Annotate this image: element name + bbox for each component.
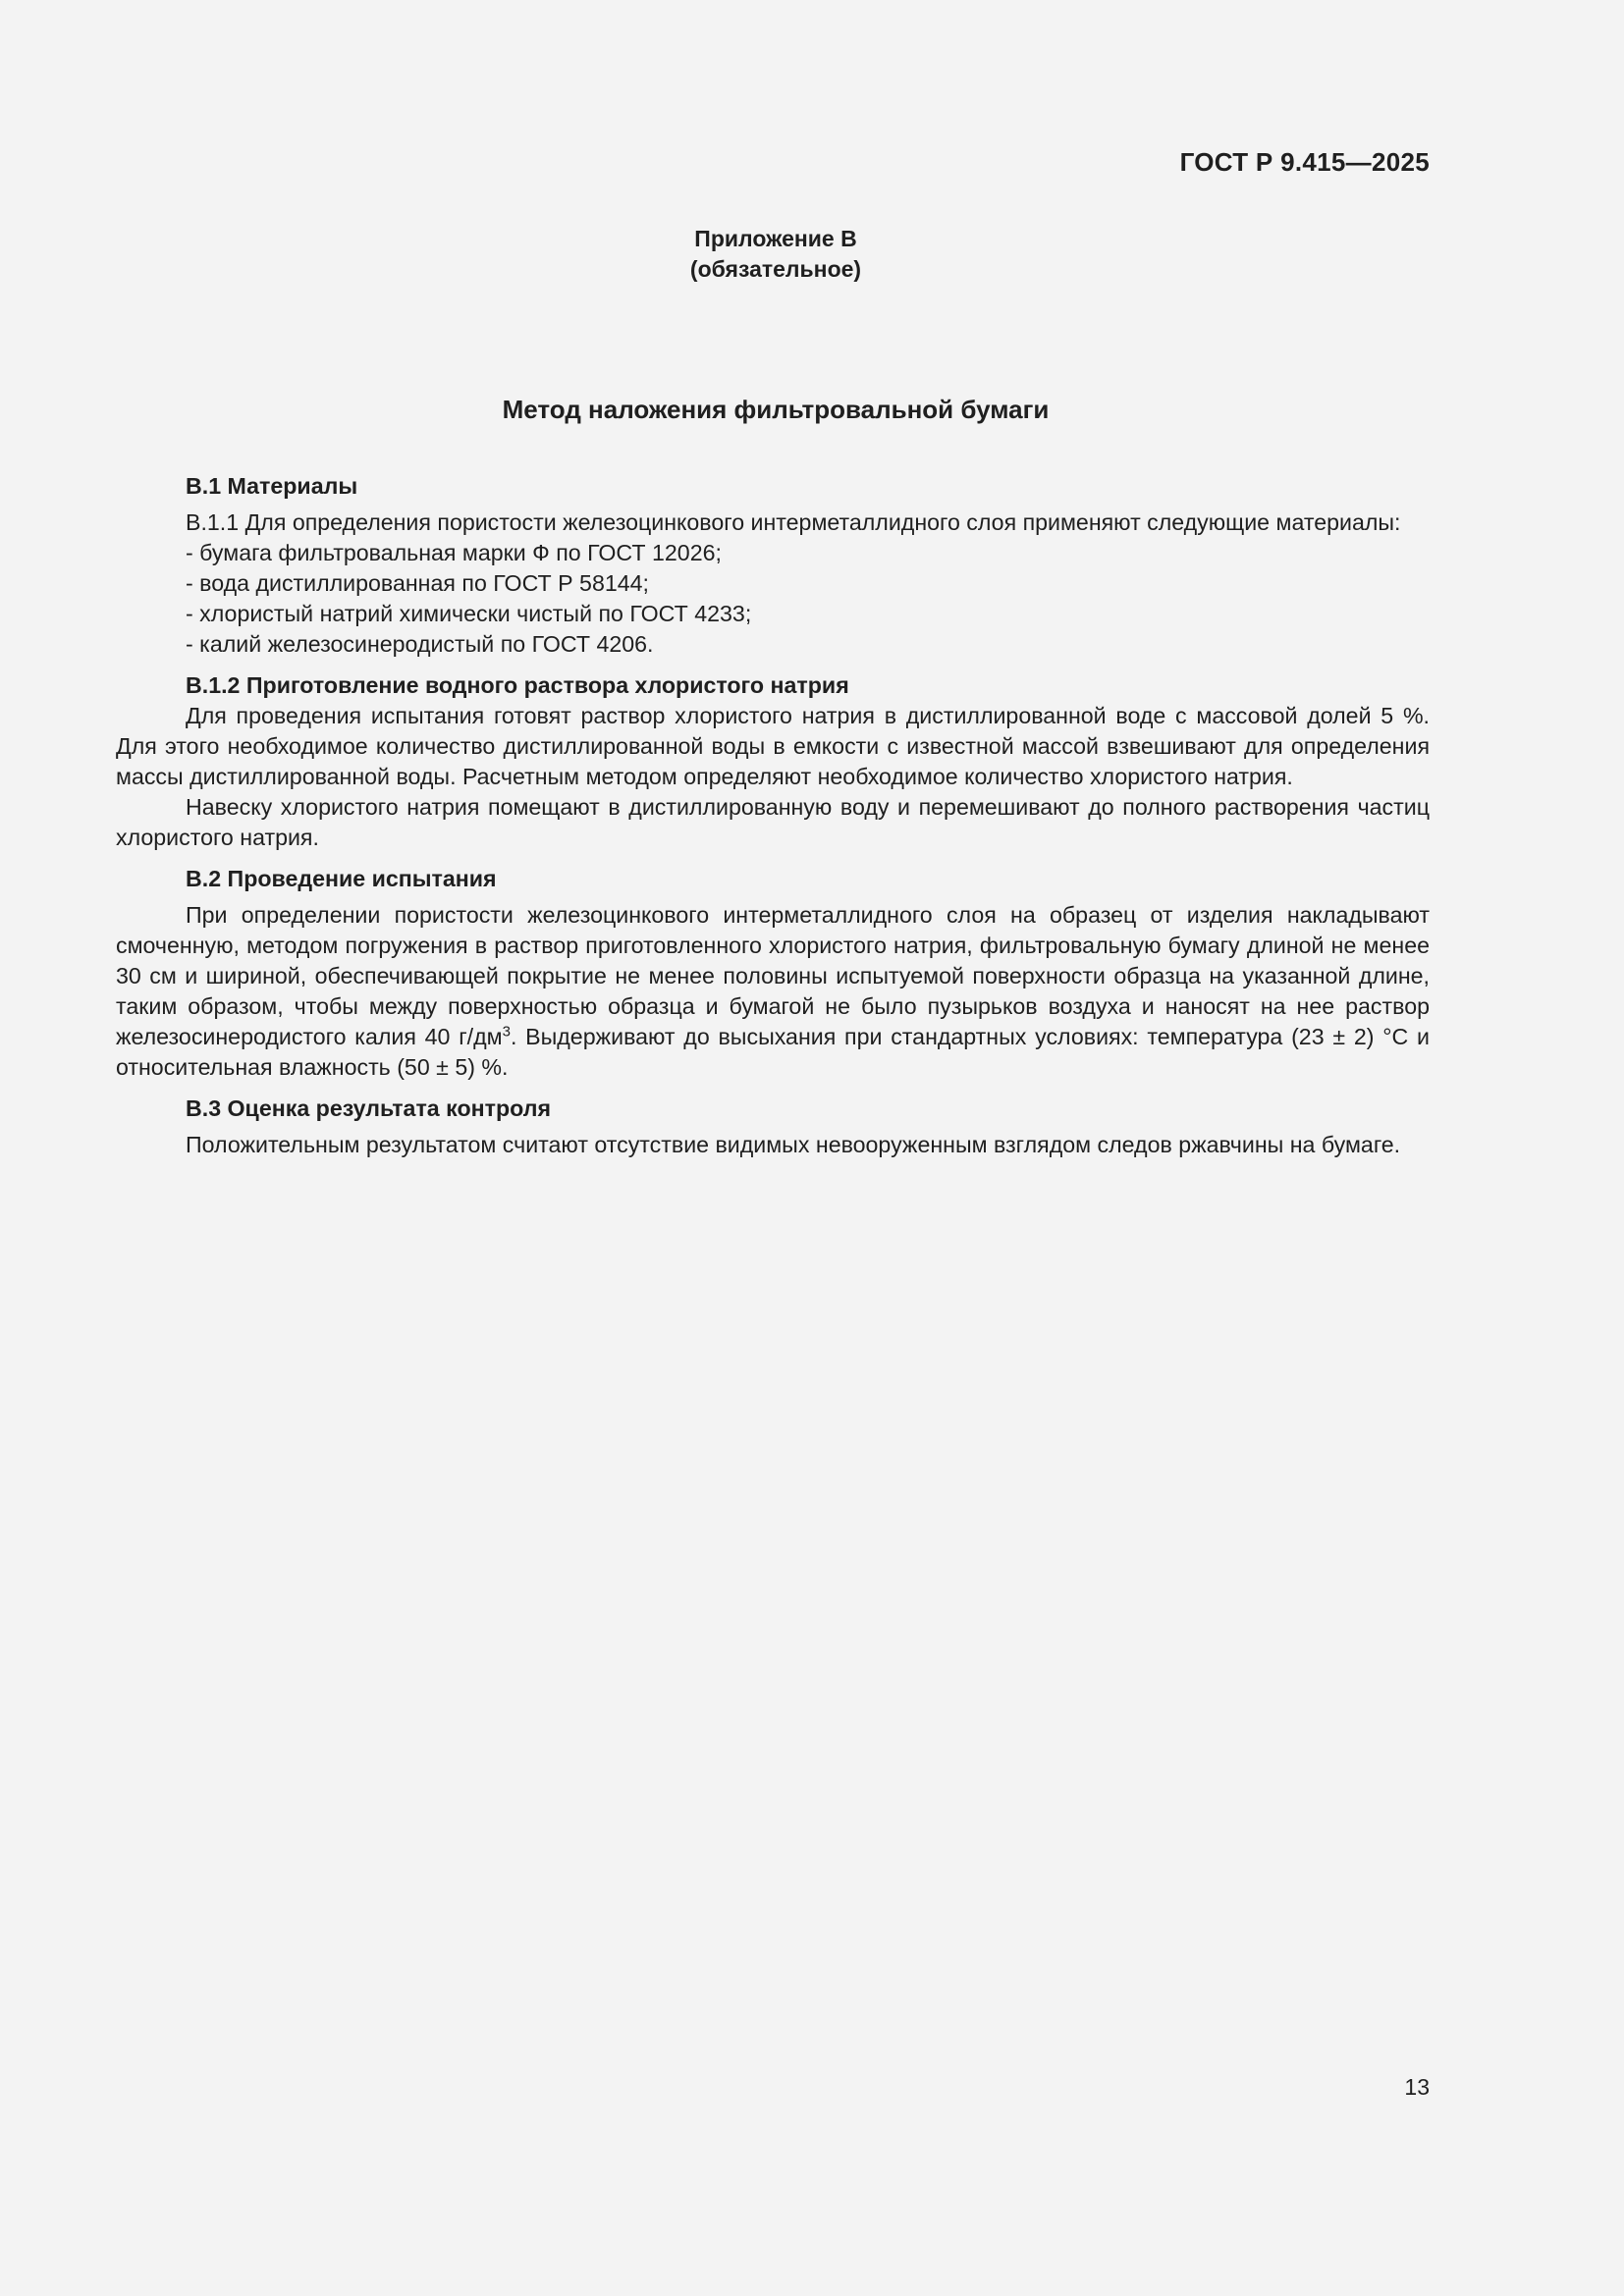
section-b1-intro: В.1.1 Для определения пористости железоцинкового интерметаллидного слоя применяют следующие материалы: [186,509,1401,535]
section-b12-paragraph-2: Навеску хлористого натрия помещают в дистиллированную воду и перемешивают до полного растворения частиц хлористого натрия. [116,794,1430,850]
section-b2-text-start: При определении пористости железоцинкового интерметаллидного слоя на образец от изделия накладывают смоченную, методом погружения в раствор приготовленного хлористого натрия, фильтровальную бумагу длиной не менее 30 см и шириной, обеспечивающей покрытие не менее половины испытуемой поверхности образца на указанной длине, таким образом, чтобы между поверхностью образца и бумагой не было пузырьков воздуха и наносят на нее раствор железосинеродистого калия 40 г/дм [116,902,1430,1049]
section-b2-paragraph [116,900,1430,1083]
section-b3-paragraph: Положительным результатом считают отсутствие видимых невооруженным взглядом следов ржавчины на бумаге. [186,1132,1401,1157]
appendix-status: (обязательное) [689,256,862,282]
list-item: - вода дистиллированная по ГОСТ Р 58144; [186,570,649,596]
page-title: Метод наложения фильтровальной бумаги [502,395,1050,424]
section-b1-heading: В.1 Материалы [186,473,358,499]
section-b2-heading: В.2 Проведение испытания [186,866,497,891]
standard-code: ГОСТ Р 9.415—2025 [1179,147,1430,177]
page-number: 13 [1404,2074,1430,2100]
list-item: - калий железосинеродистый по ГОСТ 4206. [186,631,654,657]
superscript-exponent: 3 [502,1023,511,1041]
appendix-heading [0,224,1551,285]
list-item: - хлористый натрий химически чистый по ГОСТ 4233; [186,601,752,626]
list-item: - бумага фильтровальная марки Ф по ГОСТ 12026; [186,540,722,565]
document-body [116,471,1430,1160]
section-b12-paragraph-1: Для проведения испытания готовят раствор хлористого натрия в дистиллированной воде с массовой долей 5 %. Для этого необходимое количество дистиллированной воды в емкости с известной массой взвешивают для определения массы дистиллированной воды. Расчетным методом определяют необходимое количество хлористого натрия. [116,703,1430,789]
section-b3-heading: В.3 Оценка результата контроля [186,1095,551,1121]
section-b12-heading: В.1.2 Приготовление водного раствора хлористого натрия [186,672,849,698]
appendix-label: Приложение В [694,226,857,251]
section-b2-text-end: . Выдерживают до высыхания при стандартных условиях: температура (23 ± 2) °С и относительная влажность (50 ± 5) %. [116,1024,1430,1080]
